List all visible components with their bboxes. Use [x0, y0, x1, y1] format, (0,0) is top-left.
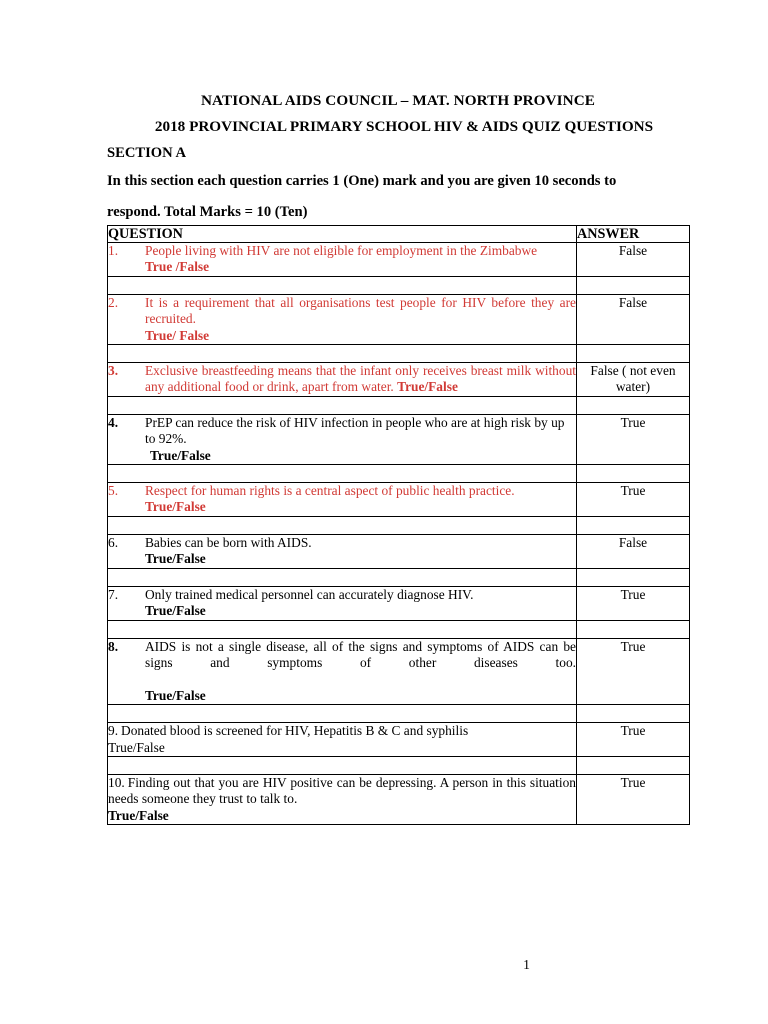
spacer-answer	[577, 620, 690, 638]
spacer-answer	[577, 396, 690, 414]
table-row	[108, 414, 690, 464]
table-row	[108, 774, 690, 824]
answer-cell-6: False	[577, 534, 690, 568]
true-false-wrap-8	[108, 688, 576, 704]
question-body-10: Finding out that you are HIV positive can be depressing. A person in this situation needs someone they trust to talk to.	[108, 774, 576, 807]
spacer-question	[108, 465, 577, 483]
answer-cell-7: True	[577, 586, 690, 620]
spacer-answer	[577, 276, 690, 294]
answer-cell-2: False	[577, 294, 690, 344]
question-body-6: Babies can be born with AIDS.	[145, 534, 312, 550]
spacer-row	[108, 620, 690, 638]
answer-cell-4: True	[577, 414, 690, 464]
spacer-answer	[577, 568, 690, 586]
question-cell-8	[108, 638, 577, 705]
table-row	[108, 294, 690, 344]
question-body-5: Respect for human rights is a central aspect of public health practice.	[145, 483, 515, 499]
question-body-2: It is a requirement that all organisations test people for HIV before they are recruited.	[145, 294, 576, 327]
answer-cell-10: True	[577, 774, 690, 824]
section-label: SECTION A	[107, 145, 187, 161]
question-text-7	[108, 587, 576, 620]
true-false-2: True/ False	[145, 327, 210, 343]
question-body-7: Only trained medical personnel can accurately diagnose HIV.	[145, 586, 474, 602]
table-row	[108, 723, 690, 757]
true-false-1: True /False	[145, 259, 210, 275]
answer-cell-3: False ( not even water)	[577, 363, 690, 397]
question-body-1: People living with HIV are not eligible for employment in the Zimbabwe	[145, 243, 538, 258]
true-false-7: True/False	[145, 603, 206, 619]
question-body-8: AIDS is not a single disease, all of the signs and symptoms of AIDS can be signs and symptoms of other diseases too.	[145, 638, 576, 670]
section-instructions: In this section each question carries 1 (One) mark and you are given 10 seconds to respond. Total Marks = 10 (Ten)	[107, 173, 617, 220]
spacer-question	[108, 516, 577, 534]
answer-cell-1: False	[577, 243, 690, 277]
question-body-3: Exclusive breastfeeding means that the infant only receives breast milk without any additional food or drink, apart from water.	[145, 363, 576, 395]
question-number-3: 3.	[108, 363, 119, 379]
spacer-row	[108, 756, 690, 774]
spacer-question	[108, 396, 577, 414]
table-row	[108, 363, 690, 397]
question-cell-3	[108, 363, 577, 397]
table-row	[108, 483, 690, 517]
spacer-row	[108, 705, 690, 723]
question-text-10	[108, 775, 576, 824]
spacer-question	[108, 620, 577, 638]
spacer-answer	[577, 465, 690, 483]
question-number-4: 4.	[108, 414, 119, 430]
question-text-3	[108, 363, 576, 396]
question-cell-1	[108, 243, 577, 277]
column-header-answer: ANSWER	[577, 226, 690, 243]
true-false-6: True/False	[145, 551, 206, 567]
spacer-question	[108, 756, 577, 774]
spacer-answer	[577, 345, 690, 363]
spacer-answer	[577, 756, 690, 774]
spacer-row	[108, 465, 690, 483]
question-number-8: 8.	[108, 638, 119, 654]
true-false-10: True/False	[108, 807, 169, 823]
question-number-9: 9.	[108, 723, 119, 739]
answer-cell-9: True	[577, 723, 690, 757]
spacer-question	[108, 276, 577, 294]
question-number-1: 1.	[108, 243, 119, 258]
spacer-row	[108, 276, 690, 294]
spacer-question	[108, 568, 577, 586]
question-cell-4	[108, 414, 577, 464]
question-cell-7	[108, 586, 577, 620]
document-header	[107, 88, 689, 228]
question-number-5: 5.	[108, 483, 119, 499]
question-cell-6	[108, 534, 577, 568]
page-number: 1	[523, 957, 530, 972]
table-row	[108, 638, 690, 705]
spacer-question	[108, 705, 577, 723]
question-number-6: 6.	[108, 534, 119, 550]
question-text-6	[108, 535, 576, 568]
spacer-question	[108, 345, 577, 363]
question-number-10: 10.	[108, 774, 125, 790]
answer-cell-5: True	[577, 483, 690, 517]
table-row	[108, 586, 690, 620]
question-text-8	[108, 639, 576, 688]
question-text-9	[108, 723, 576, 756]
document-title-line-2: 2018 PROVINCIAL PRIMARY SCHOOL HIV & AIDS QUIZ QUESTIONS	[154, 118, 654, 135]
true-false-9: True/False	[108, 739, 165, 755]
question-cell-5	[108, 483, 577, 517]
table-row	[108, 243, 690, 277]
question-body-4: PrEP can reduce the risk of HIV infection in people who are at high risk by up to 92%.	[145, 414, 565, 447]
spacer-row	[108, 345, 690, 363]
answer-cell-8: True	[577, 638, 690, 705]
true-false-4: True/False	[150, 447, 211, 463]
table-header-row	[108, 226, 690, 243]
document-title-line-1: NATIONAL AIDS COUNCIL – MAT. NORTH PROVINCE	[200, 92, 596, 109]
table-row	[108, 534, 690, 568]
question-text-1	[108, 243, 576, 276]
question-cell-2	[108, 294, 577, 344]
spacer-row	[108, 396, 690, 414]
column-header-question: QUESTION	[108, 226, 577, 243]
spacer-answer	[577, 516, 690, 534]
spacer-answer	[577, 705, 690, 723]
question-text-2	[108, 295, 576, 344]
true-false-3: True/False	[397, 379, 458, 395]
question-number-2: 2.	[108, 294, 119, 310]
question-number-7: 7.	[108, 586, 119, 602]
spacer-row	[108, 568, 690, 586]
spacer-row	[108, 516, 690, 534]
question-text-5	[108, 483, 576, 516]
question-text-4	[108, 415, 576, 464]
question-cell-10	[108, 774, 577, 824]
quiz-table	[107, 225, 690, 825]
question-cell-9	[108, 723, 577, 757]
true-false-8: True/False	[145, 687, 206, 703]
true-false-5: True/False	[145, 499, 206, 515]
question-body-9: Donated blood is screened for HIV, Hepatitis B & C and syphilis	[121, 723, 469, 739]
